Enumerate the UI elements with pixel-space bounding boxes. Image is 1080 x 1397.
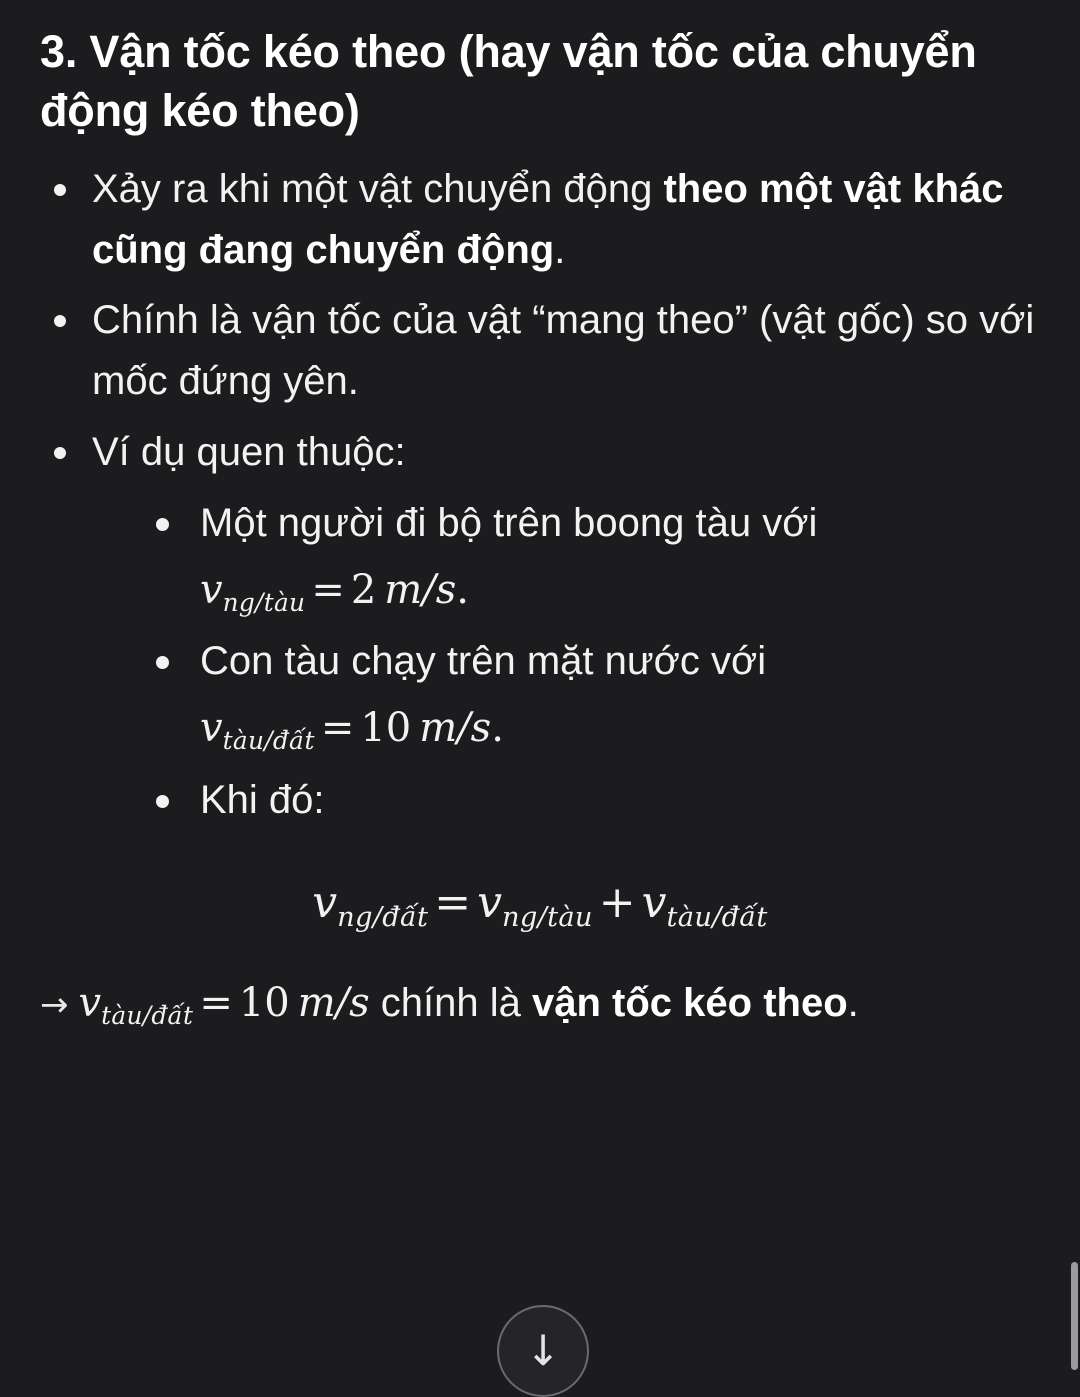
scrollbar-thumb[interactable] [1071,1262,1078,1370]
bullet-text-part: . [554,227,566,272]
bullet-text-part: Ví dụ quen thuộc: [92,429,406,474]
sub-bullet-text: Một người đi bộ trên boong tàu với [200,500,818,545]
equation-v-tau-dat: $v_{tàu/đất} = 10$ m/s. [200,705,504,756]
sub-bullet-text: Khi đó: [200,778,325,823]
list-item [92,290,1040,412]
equation-vector-sum: $v_{ng/đất} = v_{ng/tàu} + v_{tàu/đất}$ [312,876,768,933]
list-item [200,631,1040,760]
bullet-text-part: Chính là vận tốc của vật “mang theo” (vật gốc) so với mốc đứng yên. [92,298,1035,404]
sub-bullet-text: Con tàu chạy trên mặt nước với [200,639,767,684]
bullet-list-level-2 [92,493,1040,831]
bullet-text-part-bold: theo một vật khác cũng đang chuyển động [92,166,1004,272]
conclusion-text-bold: vận tốc kéo theo [532,980,848,1025]
list-item [92,422,1040,831]
arrow-right-icon: → [40,984,69,1025]
equation-v-ng-tau: $v_{ng/tàu} = 2$ m/s. [200,566,469,617]
equation-conclusion: $v_{tàu/đất} = 10$ m/s [78,979,370,1031]
conclusion-text-mid: chính là [369,980,533,1025]
bullet-text-part: Xảy ra khi một vật chuyển động [92,166,664,211]
list-item [200,493,1040,622]
list-item [200,770,1040,831]
bullet-list-level-1 [40,159,1040,831]
conclusion-line [40,973,1040,1034]
page-title: 3. Vận tốc kéo theo (hay vận tốc của chuyển động kéo theo) [40,26,977,137]
list-item [92,159,1040,281]
display-equation [40,877,1040,933]
arrow-down-icon: ↓ [525,1326,561,1375]
scroll-to-bottom-button[interactable] [497,1305,589,1397]
conclusion-text-end: . [847,980,859,1025]
